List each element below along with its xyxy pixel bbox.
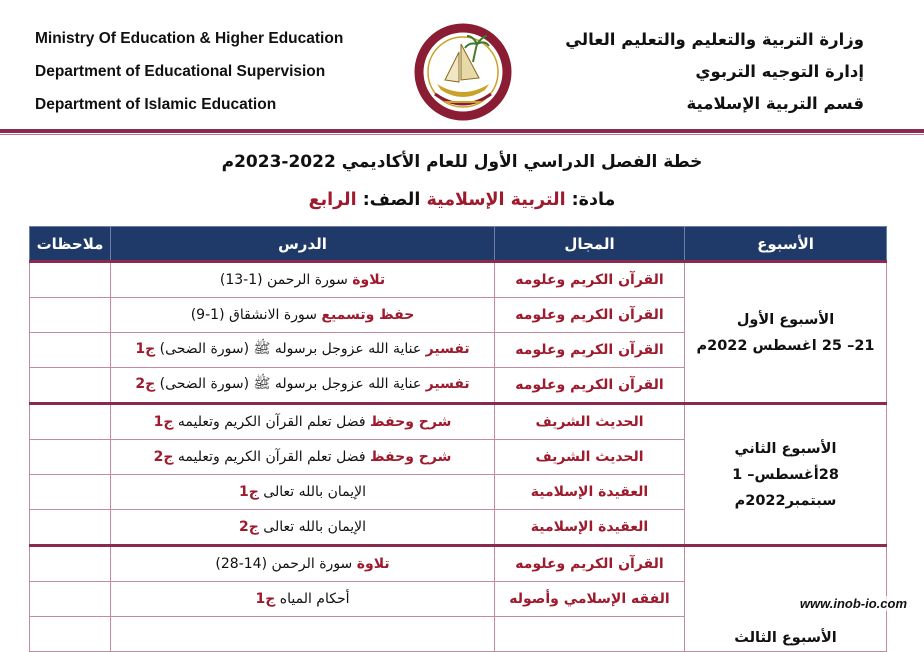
notes-cell [30,617,111,652]
department-supervision-ar: إدارة التوجيه التربوي [695,62,864,81]
lesson-keyword: تلاوة [352,272,386,288]
header-english [35,22,343,121]
notes-cell [30,262,111,298]
grade-label: الصف: [362,190,421,210]
header-week: الأسبوع [685,227,887,262]
lesson-cell [111,262,495,298]
department-islamic-ar: قسم التربية الإسلامية [686,94,864,113]
plan-table-container [29,226,886,646]
lesson-part: ج1 [255,591,276,607]
notes-cell [30,404,111,440]
lesson-text: سورة الرحمن (14-28) [215,556,357,572]
header-divider [0,129,924,133]
lesson-part: ج1 [135,341,156,357]
field-cell [495,617,685,652]
lesson-text: فضل تعلم القرآن الكريم وتعليمه [173,414,371,430]
table-row [30,262,887,298]
lesson-text: الإيمان بالله تعالى [258,519,367,535]
notes-cell [30,440,111,475]
week-dates: 28أغسطس– 1 سبتمبر2022م [732,466,839,509]
department-supervision-en: Department of Educational Supervision [35,63,326,80]
lesson-cell [111,510,495,546]
field-cell: الحديث الشريف [495,404,685,440]
lesson-cell [111,298,495,333]
lesson-part: ج2 [135,376,156,392]
week-name: الأسبوع الأول [736,311,835,328]
lesson-cell [111,440,495,475]
field-cell: القرآن الكريم وعلومه [495,262,685,298]
notes-cell [30,546,111,582]
subject-value: التربية الإسلامية [426,190,566,210]
lesson-text: الإيمان بالله تعالى [258,484,367,500]
header-divider-thin [0,134,924,135]
department-islamic-en: Department of Islamic Education [35,96,277,113]
week-cell [685,262,887,404]
page-title: خطة الفصل الدراسي الأول للعام الأكاديمي 2022-2023م [221,152,703,172]
subject-line [0,190,924,210]
field-cell: القرآن الكريم وعلومه [495,368,685,404]
notes-cell [30,368,111,404]
header-field: المجال [495,227,685,262]
field-cell: الحديث الشريف [495,440,685,475]
week-name: الأسبوع الثالث [734,630,837,646]
site-watermark: www.inob-io.com [797,596,910,611]
header-arabic [565,24,864,120]
notes-cell [30,510,111,546]
field-cell: العقيدة الإسلامية [495,510,685,546]
lesson-part: ج1 [238,484,259,500]
lesson-keyword: تلاوة [356,556,390,572]
lesson-keyword: تفسير [425,341,470,357]
lesson-cell [111,475,495,510]
grade-value: الرابع [308,190,357,210]
table-row [30,546,887,582]
lesson-cell [111,368,495,404]
lesson-part: ج1 [153,414,174,430]
lesson-text: فضل تعلم القرآن الكريم وتعليمه [173,449,371,465]
week-name: الأسبوع الثاني [734,440,837,457]
header-lesson: الدرس [111,227,495,262]
plan-table [29,226,887,652]
lesson-text: عناية الله عزوجل برسوله ﷺ (سورة الضحى) [155,341,426,357]
lesson-part: ج2 [238,519,259,535]
lesson-cell [111,582,495,617]
field-cell: القرآن الكريم وعلومه [495,546,685,582]
notes-cell [30,475,111,510]
header-notes: ملاحظات [30,227,111,262]
lesson-keyword: تفسير [425,376,470,392]
field-cell: الفقه الإسلامي وأصوله [495,582,685,617]
lesson-cell [111,333,495,368]
field-cell: القرآن الكريم وعلومه [495,333,685,368]
lesson-keyword: شرح وحفظ [370,449,452,465]
lesson-text: أحكام المياه [275,591,350,607]
lesson-part: ج2 [153,449,174,465]
subject-label: مادة: [571,190,616,210]
lesson-text: سورة الرحمن (1-13) [219,272,353,288]
lesson-cell [111,617,495,652]
notes-cell [30,333,111,368]
lesson-keyword: شرح وحفظ [370,414,452,430]
lesson-cell [111,546,495,582]
table-row [30,404,887,440]
notes-cell [30,298,111,333]
field-cell: القرآن الكريم وعلومه [495,298,685,333]
qatar-emblem-icon [415,22,511,132]
week-dates: 21– 25 اغسطس 2022م [696,337,875,354]
table-header-row [30,227,887,262]
week-cell [685,404,887,546]
lesson-cell [111,404,495,440]
notes-cell [30,582,111,617]
lesson-text: سورة الانشقاق (1-9) [190,307,322,323]
field-cell: العقيدة الإسلامية [495,475,685,510]
lesson-keyword: حفظ وتسميع [321,307,415,323]
lesson-text: عناية الله عزوجل برسوله ﷺ (سورة الضحى) [155,376,426,392]
ministry-name-ar: وزارة التربية والتعليم والتعليم العالي [565,30,864,49]
ministry-name-en: Ministry Of Education & Higher Education [35,30,344,47]
